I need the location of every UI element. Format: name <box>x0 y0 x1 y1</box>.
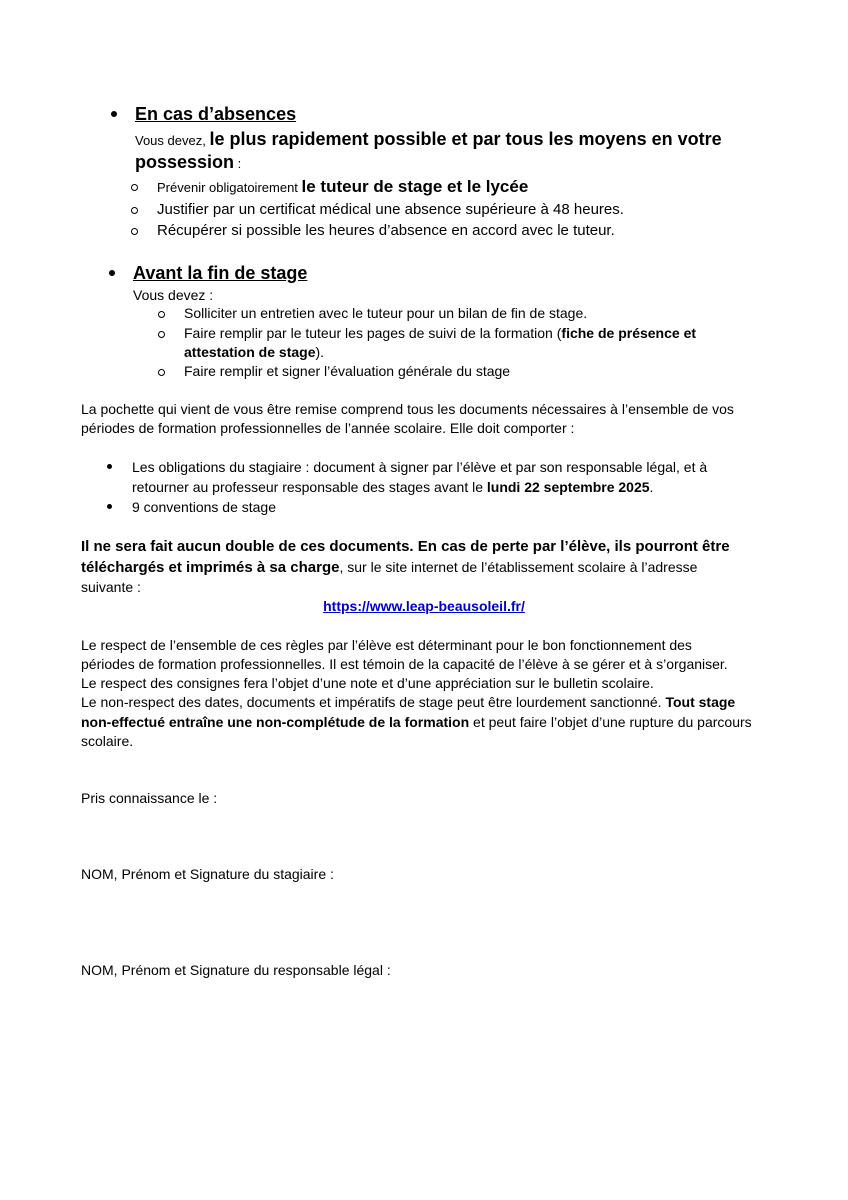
absences-intro-prefix: Vous devez, <box>135 133 210 148</box>
double-bold-2: téléchargés et imprimés à sa charge <box>81 559 340 576</box>
absences-item-3: Récupérer si possible les heures d’absence en accord avec le tuteur. <box>157 222 615 239</box>
pochette-line-1: La pochette qui vient de vous être remise comprend tous les documents nécessaires à l’ensemble de vos <box>81 401 734 417</box>
fin-stage-item-2-line-2 <box>184 343 324 362</box>
fin-stage-item-2-prefix: Faire remplir par le tuteur les pages de suivi de la formation ( <box>184 325 562 341</box>
heading-absences: En cas d’absences <box>135 104 297 124</box>
absences-item-1-bold: le tuteur de stage et le lycée <box>301 177 529 196</box>
pochette-item-1-prefix: retourner au professeur responsable des stages avant le <box>132 479 487 495</box>
circle-bullet <box>131 228 138 235</box>
double-line-3: suivante : <box>81 579 141 595</box>
absences-item-2: Justifier par un certificat médical une absence supérieure à 48 heures. <box>157 201 624 218</box>
circle-bullet <box>158 331 165 338</box>
pochette-item-1-line-1: Les obligations du stagiaire : document à signer par l’élève et par son responsable légal, et à <box>132 459 708 475</box>
absences-item-1-prefix: Prévenir obligatoirement <box>157 180 302 195</box>
absences-intro-line-1 <box>135 128 722 152</box>
absences-item-1 <box>157 176 528 199</box>
respect-line-6: scolaire. <box>81 733 134 749</box>
absences-intro-suffix: : <box>234 156 242 171</box>
fin-stage-item-1: Solliciter un entretien avec le tuteur pour un bilan de fin de stage. <box>184 305 588 321</box>
circle-bullet <box>131 207 138 214</box>
pochette-line-2: périodes de formation professionnelles de l’année scolaire. Elle doit comporter : <box>81 420 575 436</box>
url-line <box>0 597 848 616</box>
respect-line-4-normal: Le non-respect des dates, documents et impératifs de stage peut être lourdement sanctionné. <box>81 694 666 710</box>
bullet-fin-stage <box>109 270 115 276</box>
double-line-2 <box>81 557 697 578</box>
bullet-pochette-2 <box>107 504 112 509</box>
respect-line-1: Le respect de l’ensemble de ces règles par l’élève est déterminant pour le bon fonctionnement des <box>81 637 692 653</box>
respect-line-5-bold: non-effectué entraîne une non-complétude de la formation <box>81 714 470 730</box>
respect-line-2: périodes de formation professionnelles. Il est témoin de la capacité de l’élève à se gérer et à s’organiser. <box>81 656 728 672</box>
pochette-item-1-suffix: . <box>649 479 654 495</box>
site-url-link[interactable]: https://www.leap-beausoleil.fr/ <box>323 598 525 614</box>
absences-intro-bold-1: le plus rapidement possible et par tous les moyens en votre <box>209 129 722 149</box>
respect-line-4-bold: Tout stage <box>665 694 736 710</box>
fin-stage-item-2-suffix: ). <box>315 344 325 360</box>
heading-fin-stage: Avant la fin de stage <box>133 263 308 283</box>
absences-intro-bold-2: possession <box>135 152 235 172</box>
circle-bullet <box>131 184 138 191</box>
circle-bullet <box>158 369 165 376</box>
pochette-item-1-date: lundi 22 septembre 2025 <box>486 479 650 495</box>
pris-connaissance: Pris connaissance le : <box>81 790 218 806</box>
bullet-absences <box>111 111 117 117</box>
absences-intro-line-2 <box>135 151 241 175</box>
signature-stagiaire: NOM, Prénom et Signature du stagiaire : <box>81 866 334 882</box>
fin-stage-item-2-bold-2: attestation de stage <box>184 344 316 360</box>
bullet-pochette-1 <box>107 464 112 469</box>
pochette-item-2: 9 conventions de stage <box>132 499 276 515</box>
respect-line-3: Le respect des consignes fera l’objet d’une note et d’une appréciation sur le bulletin scolaire. <box>81 675 654 691</box>
double-line-1 <box>81 537 730 557</box>
respect-line-5 <box>81 713 752 732</box>
fin-stage-item-2-line-1 <box>184 324 696 343</box>
double-normal-2: , sur le site internet de l’établissement scolaire à l’adresse <box>339 559 698 575</box>
fin-stage-intro: Vous devez : <box>133 287 214 303</box>
respect-line-5-normal: et peut faire l’objet d’une rupture du parcours <box>469 714 752 730</box>
fin-stage-item-2-bold-1: fiche de présence et <box>561 325 697 341</box>
signature-responsable: NOM, Prénom et Signature du responsable légal : <box>81 962 391 978</box>
double-bold-1: Il ne sera fait aucun double de ces documents. En cas de perte par l’élève, ils pourront être <box>81 538 730 555</box>
circle-bullet <box>158 311 165 318</box>
respect-line-4 <box>81 693 735 712</box>
pochette-item-1-line-2 <box>132 478 653 497</box>
fin-stage-item-3: Faire remplir et signer l’évaluation générale du stage <box>184 363 511 379</box>
